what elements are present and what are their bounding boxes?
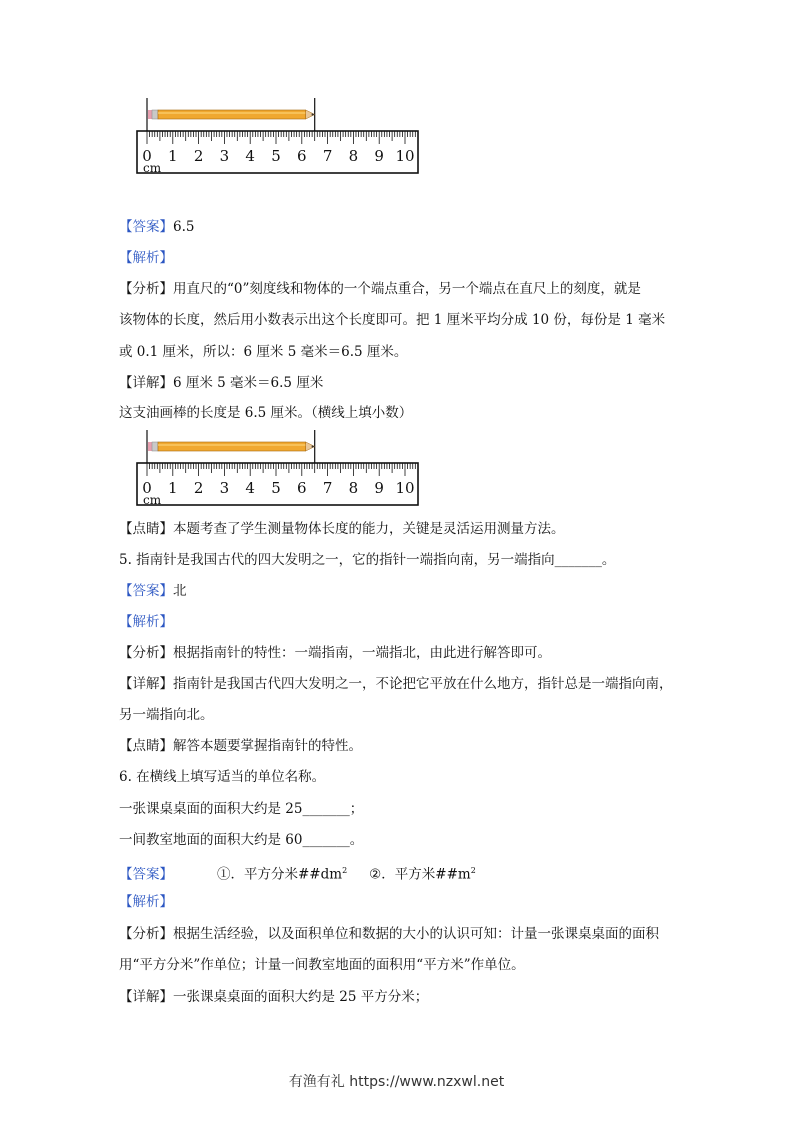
ruler-number: 6 (297, 147, 307, 165)
ruler-number: 10 (395, 147, 415, 165)
xiangjie-tag: 【详解】 (119, 989, 173, 1005)
q5-xiangjie-1 (119, 675, 673, 693)
fenxi-text: 用直尺的“0”刻度线和物体的一个端点重合，另一个端点在直尺上的刻度，就是 (173, 281, 641, 297)
dianjing-text: 本题考查了学生测量物体长度的能力，关键是灵活运用测量方法。 (173, 521, 565, 537)
q6-line-2: 一间教室地面的面积大约是 60_______。 (119, 832, 364, 848)
xiangjie-text: 6 厘米 5 毫米＝6.5 厘米 (173, 375, 324, 391)
pencil-ferrule (152, 442, 158, 451)
q5-dianjing (119, 737, 362, 755)
ruler-number: 5 (271, 479, 281, 497)
ruler-number: 7 (322, 479, 333, 497)
ruler-number: 5 (271, 147, 281, 165)
q6-fenxi-2: 用“平方分米”作单位；计量一间教室地面的面积用“平方米”作单位。 (119, 957, 525, 973)
fenxi-tag: 【分析】 (119, 645, 173, 661)
answer-1: ①．平方分米##dm (217, 866, 343, 883)
footer-watermark: 有渔有礼 https://www.nzxwl.net (288, 1074, 505, 1090)
ruler-unit: cm (143, 493, 162, 506)
q4-xiangjie-1 (119, 374, 323, 392)
ruler-number: 1 (168, 479, 178, 497)
dianjing-tag: 【点睛】 (119, 738, 173, 754)
q4-dianjing (119, 520, 565, 538)
pencil-body (158, 110, 306, 119)
ruler-unit: cm (143, 161, 162, 174)
analysis-tag: 【解析】 (119, 894, 173, 910)
xiangjie-text: 一张课桌桌面的面积大约是 25 平方分米； (173, 989, 429, 1005)
dianjing-tag: 【点睛】 (119, 521, 173, 537)
ruler-number: 3 (219, 147, 230, 165)
superscript: 2 (342, 866, 348, 875)
ruler-figure-2 (136, 430, 420, 506)
ruler-number: 1 (168, 147, 178, 165)
q4-fenxi-3: 或 0.1 厘米，所以：6 厘米 5 毫米＝6.5 厘米。 (119, 344, 408, 360)
ruler-number: 10 (395, 479, 415, 497)
ruler-number: 7 (322, 147, 333, 165)
pencil-eraser (148, 110, 152, 119)
answer-tag: 【答案】 (119, 866, 173, 883)
ruler-number: 8 (348, 147, 359, 165)
q4-xiangjie-2: 这支油画棒的长度是 6.5 厘米。（横线上填小数） (119, 405, 413, 421)
q6-line-1: 一张课桌桌面的面积大约是 25_______； (119, 801, 364, 817)
xiangjie-tag: 【详解】 (119, 676, 173, 692)
answer-text: 6.5 (173, 219, 195, 235)
analysis-tag: 【解析】 (119, 614, 173, 630)
q6-answer (119, 862, 476, 884)
ruler-number: 2 (193, 479, 204, 497)
ruler-number: 3 (219, 479, 230, 497)
ruler-number: 0 (142, 479, 152, 497)
q5-xiangjie-2: 另一端指向北。 (119, 707, 214, 723)
ruler-number: 4 (245, 147, 255, 165)
pencil-ferrule (152, 110, 158, 119)
pencil-eraser (148, 442, 152, 451)
q4-fenxi-2: 该物体的长度，然后用小数表示出这个长度即可。把 1 厘米平均分成 10 份，每份是 1 毫米 (119, 312, 666, 328)
q5-analysis (119, 613, 173, 631)
q4-analysis (119, 249, 173, 267)
fenxi-text: 根据指南针的特性：一端指南，一端指北，由此进行解答即可。 (173, 645, 551, 661)
q4-answer (119, 218, 194, 236)
fenxi-tag: 【分析】 (119, 926, 173, 942)
ruler-with-pencil (136, 430, 420, 506)
ruler-number: 4 (245, 479, 255, 497)
q5-fenxi (119, 644, 551, 662)
ruler-number: 6 (297, 479, 307, 497)
pencil-body (158, 442, 306, 451)
q6-analysis (119, 893, 173, 911)
ruler-number: 2 (193, 147, 204, 165)
answer-text: 北 (173, 583, 187, 599)
xiangjie-tag: 【详解】 (119, 375, 173, 391)
ruler-with-pencil (136, 98, 420, 174)
fenxi-text: 根据生活经验，以及面积单位和数据的大小的认识可知：计量一张课桌桌面的面积 (173, 926, 659, 942)
answer-2: ②．平方米##m (369, 866, 471, 883)
q4-fenxi-1 (119, 280, 641, 298)
fenxi-tag: 【分析】 (119, 281, 173, 297)
superscript: 2 (470, 866, 476, 875)
q5-answer (119, 582, 187, 600)
analysis-tag: 【解析】 (119, 250, 173, 266)
ruler-number: 9 (374, 479, 384, 497)
xiangjie-text: 指南针是我国古代四大发明之一，不论把它平放在什么地方，指针总是一端指向南， (173, 676, 673, 692)
ruler-figure-1 (136, 98, 420, 174)
answer-tag: 【答案】 (119, 583, 173, 599)
q6-fenxi-1 (119, 925, 659, 943)
ruler-number: 0 (142, 147, 152, 165)
q5-question: 5. 指南针是我国古代的四大发明之一，它的指针一端指向南，另一端指向_______。 (119, 552, 616, 568)
answer-tag: 【答案】 (119, 219, 173, 235)
q6-question: 6. 在横线上填写适当的单位名称。 (119, 769, 326, 785)
ruler-number: 9 (374, 147, 384, 165)
ruler-number: 8 (348, 479, 359, 497)
q6-xiangjie (119, 988, 428, 1006)
dianjing-text: 解答本题要掌握指南针的特性。 (173, 738, 362, 754)
